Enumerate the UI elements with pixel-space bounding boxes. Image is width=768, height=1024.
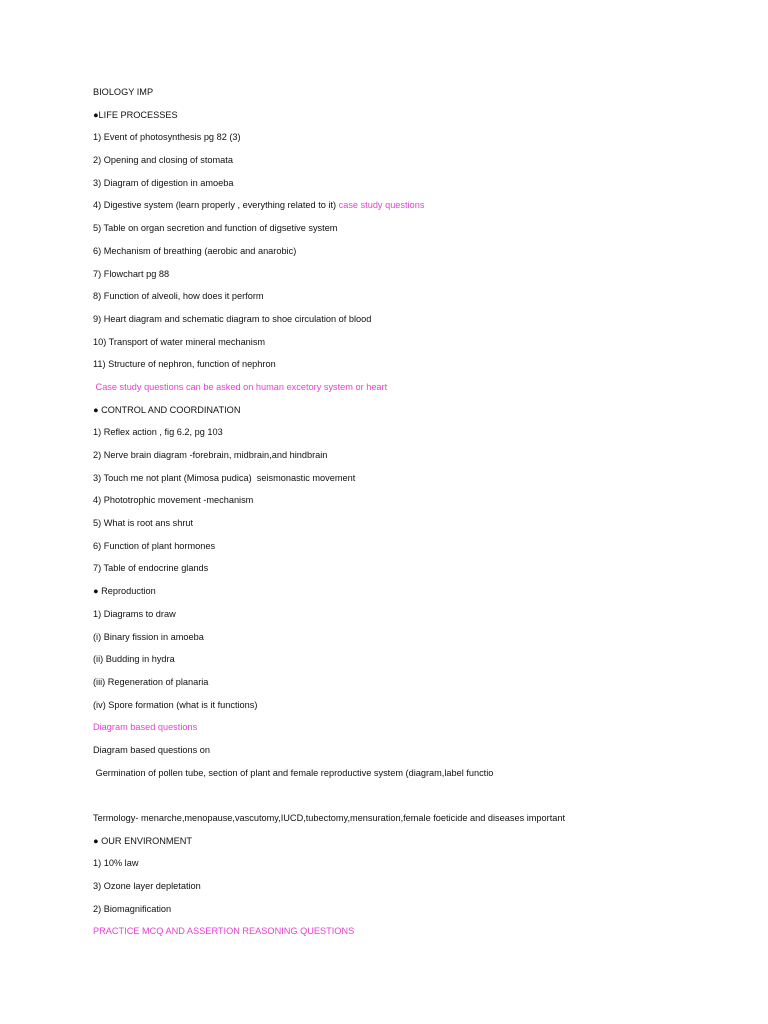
terminology-line: Termology- menarche,menopause,vascutomy,IUCD,tubectomy,mensuration,female foeticide and diseases important <box>93 813 566 823</box>
list-item: 11) Structure of nephron, function of nephron <box>93 359 276 370</box>
list-item: 5) What is root ans shrut <box>93 518 194 529</box>
list-item: 6) Mechanism of breathing (aerobic and anarobic) <box>93 245 297 256</box>
list-item: 3) Ozone layer depletation <box>93 881 201 892</box>
list-item: 3) Touch me not plant (Mimosa pudica) seismonastic movement <box>93 472 356 483</box>
list-item-text: 4) Digestive system (learn properly , everything related to it) <box>93 200 339 211</box>
section-heading-our-environment: ● OUR ENVIRONMENT <box>93 835 192 846</box>
list-item: 1) Event of photosynthesis pg 82 (3) <box>93 132 241 143</box>
highlight-note: Diagram based questions <box>93 722 198 733</box>
list-item: 2) Biomagnification <box>93 903 172 914</box>
document-title: BIOLOGY IMP <box>93 87 154 97</box>
highlight-note: PRACTICE MCQ AND ASSERTION REASONING QUESTIONS <box>93 926 355 937</box>
section-heading-control-coordination: ● CONTROL AND COORDINATION <box>93 404 241 415</box>
list-item: (ii) Budding in hydra <box>93 654 175 665</box>
section-heading-life-processes: ●LIFE PROCESSES <box>93 109 178 120</box>
list-item: 2) Opening and closing of stomata <box>93 155 233 166</box>
list-item: (i) Binary fission in amoeba <box>93 631 204 642</box>
list-item: 10) Transport of water mineral mechanism <box>93 336 266 347</box>
list-item: Germination of pollen tube, section of plant and female reproductive system (diagram,label functio <box>93 767 494 778</box>
list-item: 5) Table on organ secretion and function of digsetive system <box>93 223 338 234</box>
section-heading-reproduction: ● Reproduction <box>93 586 156 597</box>
list-item: 1) Diagrams to draw <box>93 608 176 619</box>
list-item <box>93 199 753 211</box>
list-item: 1) 10% law <box>93 858 139 869</box>
list-item: 8) Function of alveoli, how does it perform <box>93 291 264 302</box>
document-body <box>93 86 753 948</box>
list-item: 4) Phototrophic movement -mechanism <box>93 495 254 506</box>
list-item: (iv) Spore formation (what is it functions) <box>93 699 258 710</box>
list-item: 9) Heart diagram and schematic diagram to shoe circulation of blood <box>93 313 372 324</box>
list-item: 1) Reflex action , fig 6.2, pg 103 <box>93 427 223 438</box>
blank-line <box>93 789 753 812</box>
highlight-note: case study questions <box>338 200 425 211</box>
list-item: Diagram based questions on <box>93 744 210 755</box>
list-item: 7) Table of endocrine glands <box>93 563 209 574</box>
list-item: (iii) Regeneration of planaria <box>93 676 209 687</box>
list-item: 3) Diagram of digestion in amoeba <box>93 177 234 188</box>
list-item: 6) Function of plant hormones <box>93 540 216 551</box>
highlight-note: Case study questions can be asked on human excetory system or heart <box>93 381 388 392</box>
list-item: 7) Flowchart pg 88 <box>93 268 170 279</box>
list-item: 2) Nerve brain diagram -forebrain, midbrain,and hindbrain <box>93 450 328 460</box>
